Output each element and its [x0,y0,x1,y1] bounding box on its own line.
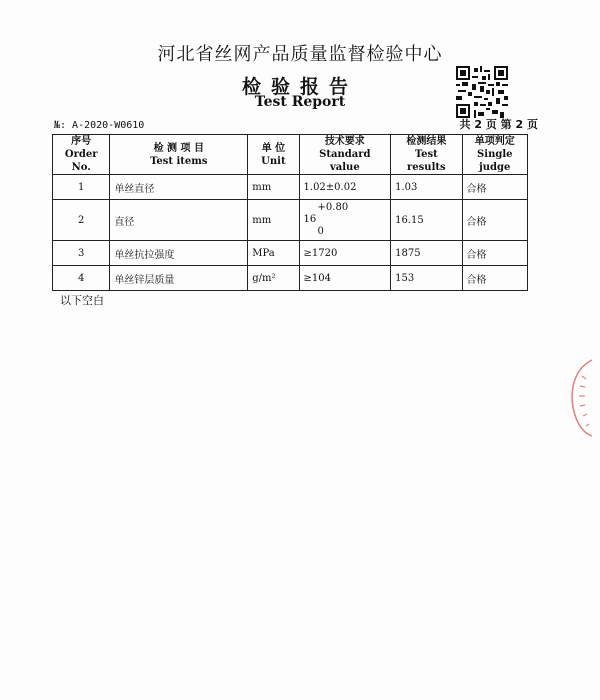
table-row [53,200,528,241]
cell-item: 单丝锌层质量 [110,266,248,291]
table-row [53,241,528,266]
cell-judge: 合格 [462,175,527,200]
table-row [53,175,528,200]
organization-name: 河北省丝网产品质量监督检验中心 [157,44,443,65]
tolerance-base: 16 [303,214,317,225]
report-title-cn: 检验报告 [241,76,358,98]
cell-item: 单丝直径 [110,175,248,200]
cell-no: 4 [53,266,110,291]
table-row [53,266,528,291]
tolerance-upper: +0.80 [317,202,349,213]
table-header-row [53,135,528,175]
cell-result: 1.03 [391,175,462,200]
header-test-items: 检 测 项 目 Test items [110,135,248,175]
header-unit: 单 位 Unit [248,135,299,175]
cell-standard: ≥1720 [299,241,391,266]
cell-standard: ≥104 [299,266,391,291]
cell-unit: g/m² [248,266,299,291]
tolerance-lower: 0 [317,226,324,237]
cell-judge: 合格 [462,266,527,291]
results-table [52,134,528,291]
cell-result: 16.15 [391,200,462,241]
cell-judge: 合格 [462,241,527,266]
cell-unit: mm [248,200,299,241]
cell-no: 2 [53,200,110,241]
cell-judge: 合格 [462,200,527,241]
end-note: 以下空白 [60,294,104,307]
tolerance-value [304,202,387,238]
cell-item: 单丝抗拉强度 [110,241,248,266]
report-title-en: Test Report [254,94,346,110]
cell-unit: mm [248,175,299,200]
cell-no: 3 [53,241,110,266]
cell-standard: 1.02±0.02 [299,175,391,200]
cell-item: 直径 [110,200,248,241]
cell-result: 1875 [391,241,462,266]
cell-no: 1 [53,175,110,200]
cell-unit: MPa [248,241,299,266]
page-count: 共 2 页 第 2 页 [459,118,538,131]
qr-code-icon [456,66,508,118]
header-single-judge: 单项判定 Single judge [462,135,527,175]
cell-result: 153 [391,266,462,291]
header-order-no: 序号 Order No. [53,135,110,175]
header-test-results: 检测结果 Test results [391,135,462,175]
report-number: №: A-2020-W0610 [54,120,145,131]
header-standard-value: 技术要求 Standard value [299,135,391,175]
cell-standard [299,200,391,241]
seal-stamp-icon [562,356,596,440]
